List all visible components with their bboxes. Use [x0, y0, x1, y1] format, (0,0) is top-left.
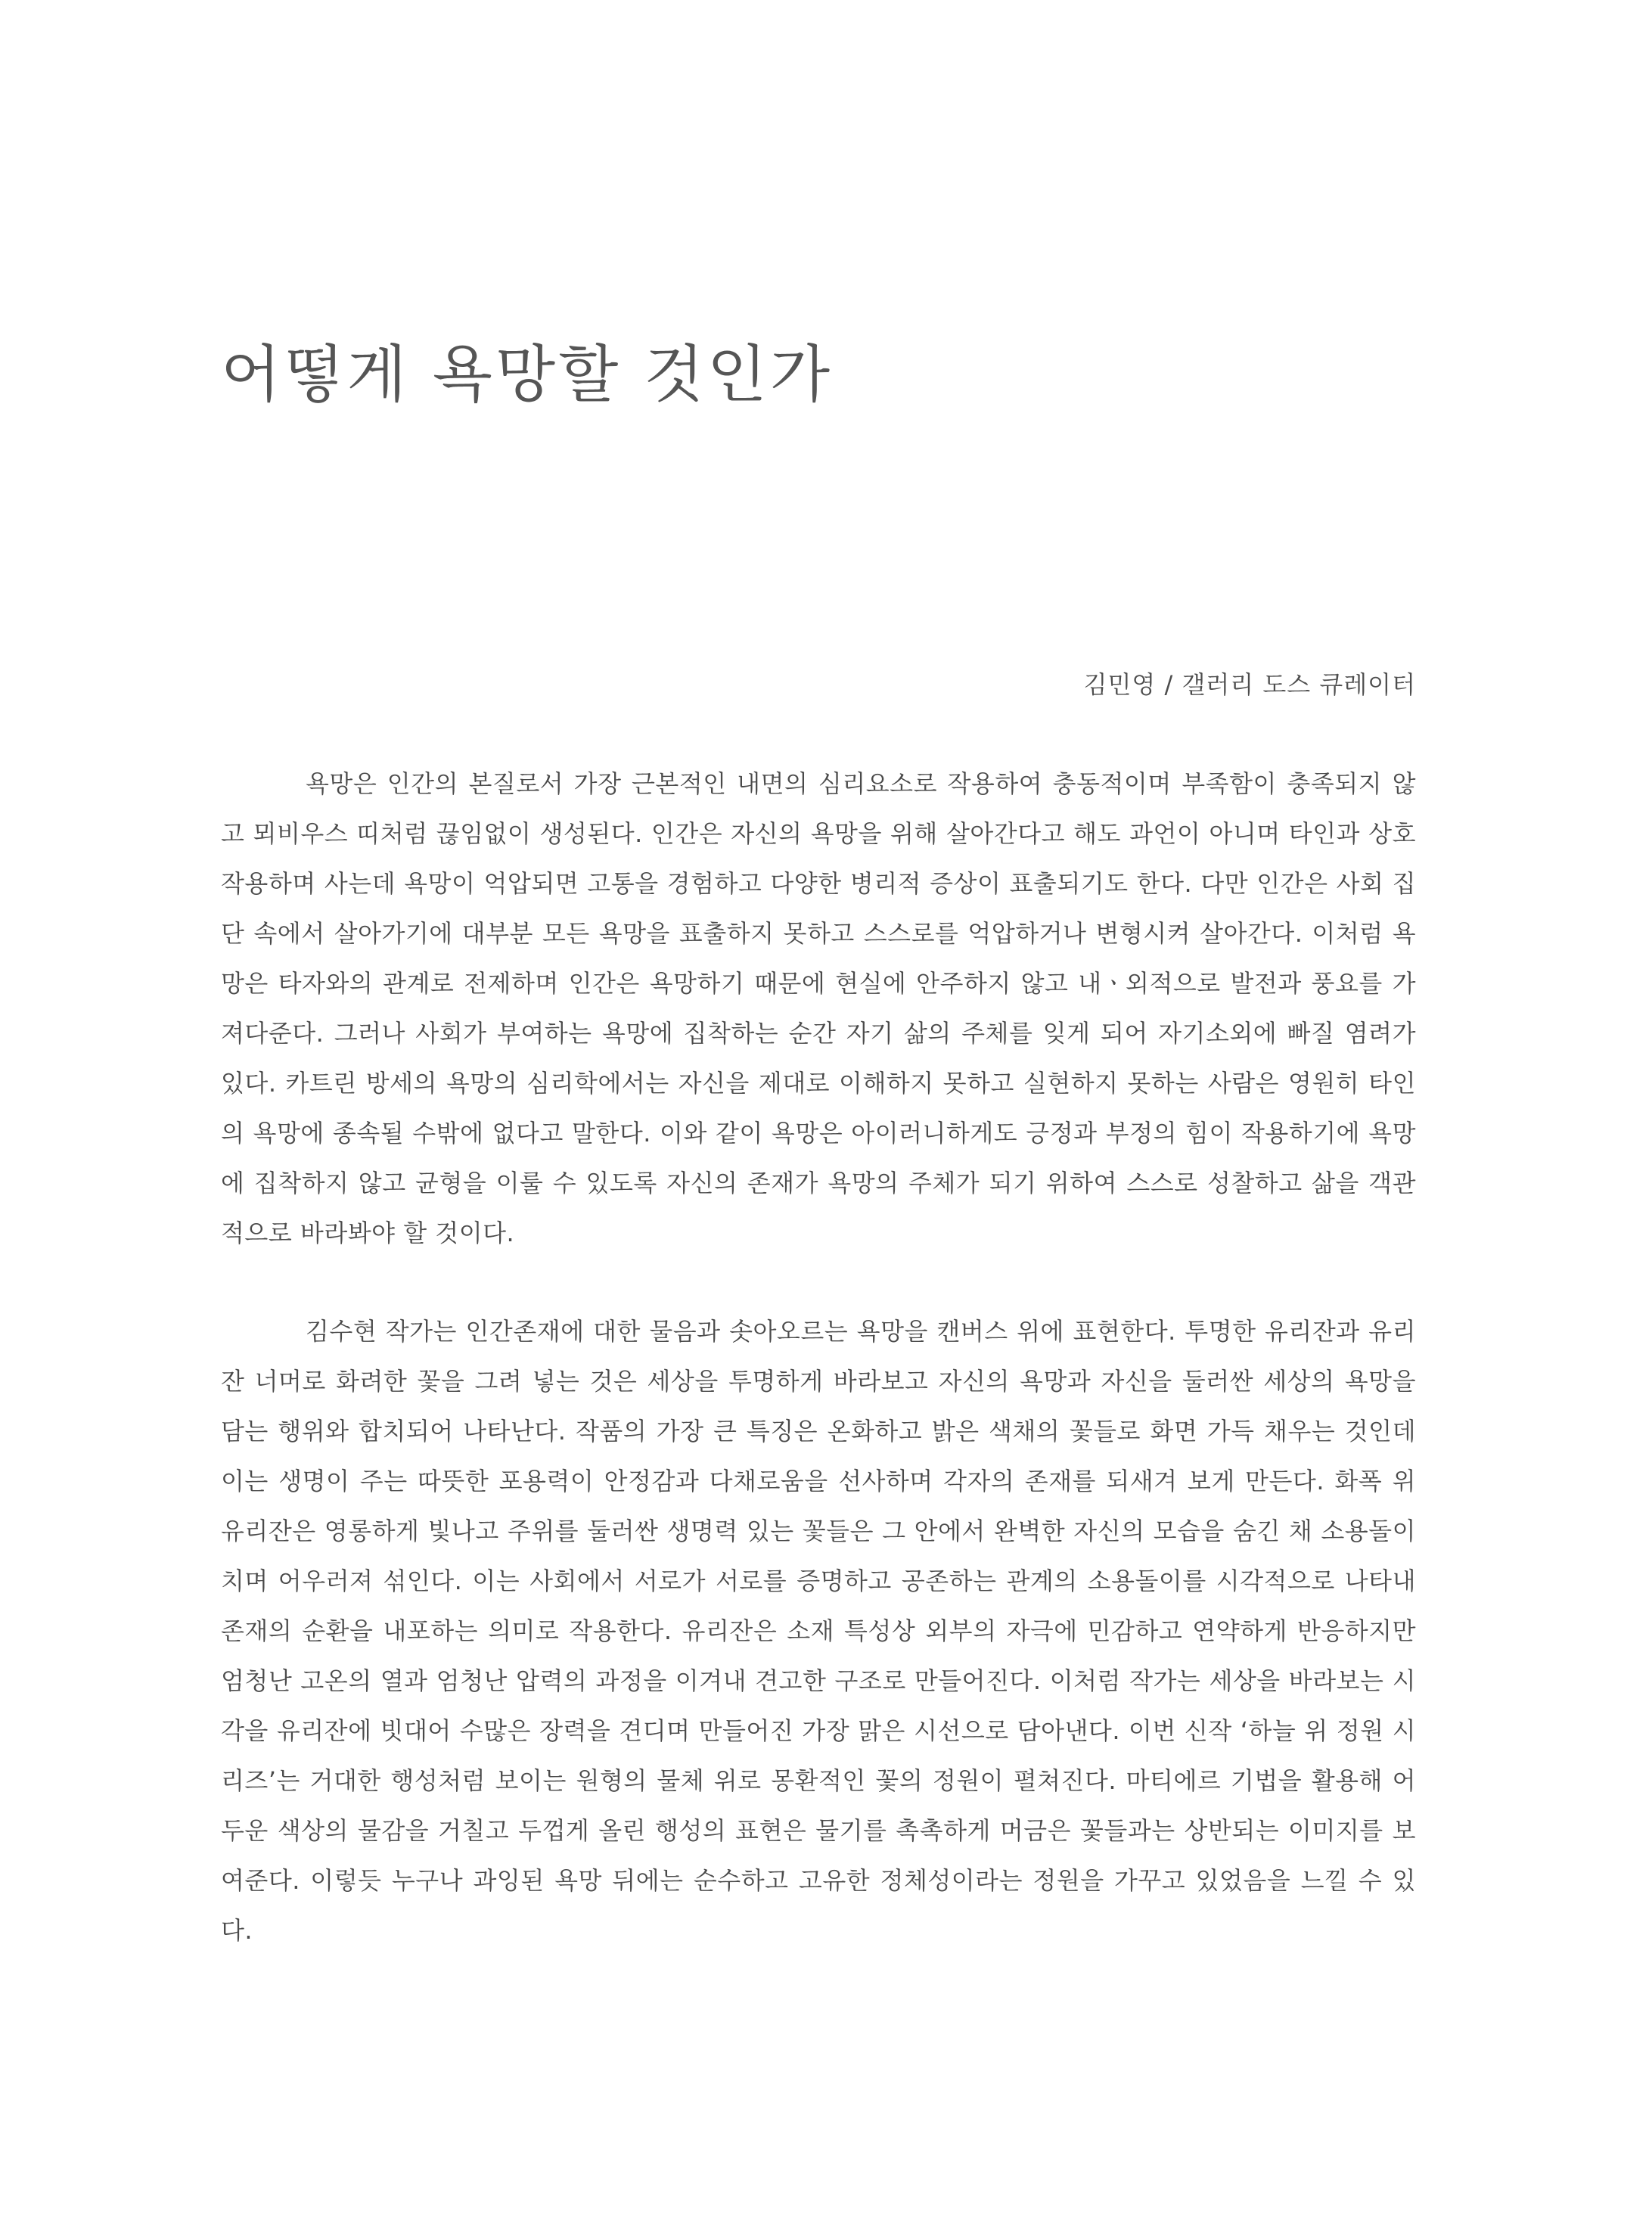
paragraph-2: 김수현 작가는 인간존재에 대한 물음과 솟아오르는 욕망을 캔버스 위에 표현한다. 투명한 유리잔과 유리잔 너머로 화려한 꽃을 그려 넣는 것은 세상을 투명하게 바라보고 자신의 욕망과 자신을 둘러싼 세상의 욕망을 담는 행위와 합치되어 나타난다. 작품의 가장 큰 특징은 온화하고 밝은 색채의 꽃들로 화면 가득 채우는 것인데 이는 생명이 주는 따뜻한 포용력이 안정감과 다채로움을 선사하며 각자의 존재를 되새겨 보게 만든다. 화폭 위 유리잔은 영롱하게 빛나고 주위를 둘러싼 생명력 있는 꽃들은 그 안에서 완벽한 자신의 모습을 숨긴 채 소용돌이치며 어우러져 섞인다. 이는 사회에서 서로가 서로를 증명하고 공존하는 관계의 소용돌이를 시각적으로 나타내 존재의 순환을 내포하는 의미로 작용한다. 유리잔은 소재 특성상 외부의 자극에 민감하고 연약하게 반응하지만 엄청난 고온의 열과 엄청난 압력의 과정을 이겨내 견고한 구조로 만들어진다. 이처럼 작가는 세상을 바라보는 시각을 유리잔에 빗대어 수많은 장력을 견디며 만들어진 가장 맑은 시선으로 담아낸다. 이번 신작 ‘하늘 위 정원 시리즈’는 거대한 행성처럼 보이는 원형의 물체 위로 몽환적인 꽃의 정원이 펼쳐진다. 마티에르 기법을 활용해 어두운 색상의 물감을 거칠고 두껍게 올린 행성의 표현은 물기를 촉촉하게 머금은 꽃들과는 상반되는 이미지를 보여준다. 이렇듯 누구나 과잉된 욕망 뒤에는 순수하고 고유한 정체성이라는 정원을 가꾸고 있었음을 느낄 수 있다.: [221, 1317, 1416, 1945]
article-title: 어떻게 욕망할 것인가: [221, 339, 834, 411]
author-byline: 김민영 / 갤러리 도스 큐레이터: [1083, 670, 1416, 699]
article-body: [221, 759, 1416, 1955]
paragraph-1: 욕망은 인간의 본질로서 가장 근본적인 내면의 심리요소로 작용하여 충동적이며 부족함이 충족되지 않고 뫼비우스 띠처럼 끊임없이 생성된다. 인간은 자신의 욕망을 위해 살아간다고 해도 과언이 아니며 타인과 상호작용하며 사는데 욕망이 억압되면 고통을 경험하고 다양한 병리적 증상이 표출되기도 한다. 다만 인간은 사회 집단 속에서 살아가기에 대부분 모든 욕망을 표출하지 못하고 스스로를 억압하거나 변형시켜 살아간다. 이처럼 욕망은 타자와의 관계로 전제하며 인간은 욕망하기 때문에 현실에 안주하지 않고 내ㆍ외적으로 발전과 풍요를 가져다준다. 그러나 사회가 부여하는 욕망에 집착하는 순간 자기 삶의 주체를 잊게 되어 자기소외에 빠질 염려가 있다. 카트린 방세의 욕망의 심리학에서는 자신을 제대로 이해하지 못하고 실현하지 못하는 사람은 영원히 타인의 욕망에 종속될 수밖에 없다고 말한다. 이와 같이 욕망은 아이러니하게도 긍정과 부정의 힘이 작용하기에 욕망에 집착하지 않고 균형을 이룰 수 있도록 자신의 존재가 욕망의 주체가 되기 위하여 스스로 성찰하고 삶을 객관적으로 바라봐야 할 것이다.: [221, 769, 1416, 1247]
